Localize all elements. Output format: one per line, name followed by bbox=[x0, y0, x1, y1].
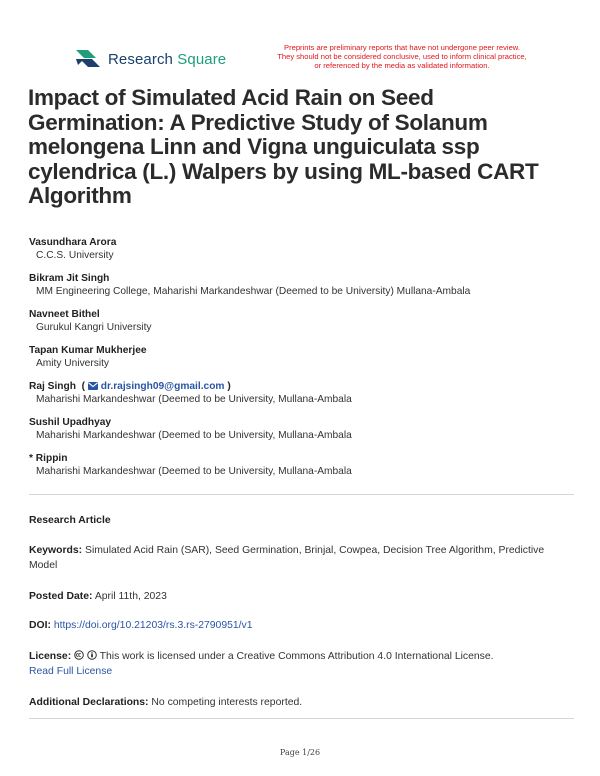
posted-date-label: Posted Date: bbox=[29, 591, 93, 602]
envelope-icon bbox=[88, 382, 98, 390]
notice-line: They should not be considered conclusive, used to inform clinical practice, bbox=[277, 52, 527, 61]
author-name: Navneet Bithel bbox=[29, 309, 100, 320]
author-affiliation: Maharishi Markandeshwar (Deemed to be University, Mullana-Ambala bbox=[36, 430, 352, 441]
author-entry bbox=[29, 272, 574, 308]
author-entry bbox=[29, 236, 574, 272]
license-text: This work is licensed under a Creative Commons Attribution 4.0 International License. bbox=[99, 651, 494, 662]
section-divider bbox=[29, 494, 574, 495]
author-entry bbox=[29, 380, 574, 416]
author-entry bbox=[29, 344, 574, 380]
brand-name: Research Square bbox=[108, 50, 227, 68]
author-email-link[interactable]: dr.rajsingh09@gmail.com bbox=[100, 381, 225, 392]
author-entry bbox=[29, 308, 574, 344]
keywords bbox=[29, 543, 574, 573]
author-list bbox=[29, 236, 574, 488]
author-name: Vasundhara Arora bbox=[29, 237, 117, 248]
email-close-paren: ) bbox=[227, 381, 231, 392]
keywords-label: Keywords: bbox=[29, 545, 83, 556]
research-square-logo[interactable] bbox=[74, 46, 226, 72]
author-affiliation: Gurukul Kangri University bbox=[36, 322, 152, 333]
keywords-value: Simulated Acid Rain (SAR), Seed Germination, Brinjal, Cowpea, Decision Tree Algorithm, Predictive Model bbox=[29, 545, 545, 571]
additional-declarations bbox=[29, 695, 574, 710]
author-affiliation: C.C.S. University bbox=[36, 250, 114, 261]
author-entry bbox=[29, 452, 574, 488]
license bbox=[29, 649, 574, 679]
attribution-icon bbox=[87, 650, 97, 660]
read-full-license-link[interactable]: Read Full License bbox=[29, 666, 113, 677]
posted-date bbox=[29, 589, 574, 604]
author-name: * Rippin bbox=[29, 453, 68, 464]
author-name: Raj Singh bbox=[29, 381, 76, 392]
article-type: Research Article bbox=[29, 515, 111, 526]
author-name: Tapan Kumar Mukherjee bbox=[29, 345, 147, 356]
author-name: Sushil Upadhyay bbox=[29, 417, 112, 428]
doi-link[interactable]: https://doi.org/10.21203/rs.3.rs-2790951/v1 bbox=[53, 620, 253, 631]
doi-label: DOI: bbox=[29, 620, 51, 631]
author-affiliation: Maharishi Markandeshwar (Deemed to be University, Mullana-Ambala bbox=[36, 466, 352, 477]
author-affiliation: Amity University bbox=[36, 358, 110, 369]
author-name-with-email bbox=[29, 380, 574, 393]
posted-date-value: April 11th, 2023 bbox=[94, 591, 167, 602]
declarations-label: Additional Declarations: bbox=[29, 697, 149, 708]
section-divider bbox=[29, 718, 574, 719]
author-affiliation: MM Engineering College, Maharishi Markandeshwar (Deemed to be University) Mullana-Ambala bbox=[36, 286, 471, 297]
paper-title: Impact of Simulated Acid Rain on Seed Germination: A Predictive Study of Solanum melongena Linn and Vigna unguiculata ssp cylendrica (L.) Walpers by using ML-based CART Algorithm bbox=[28, 85, 539, 208]
license-label: License: bbox=[29, 651, 72, 662]
doi bbox=[29, 618, 574, 633]
author-affiliation: Maharishi Markandeshwar (Deemed to be University, Mullana-Ambala bbox=[36, 394, 352, 405]
research-square-logo-icon bbox=[74, 46, 102, 72]
notice-line: Preprints are preliminary reports that have not undergone peer review. bbox=[284, 43, 520, 52]
creative-commons-icon bbox=[74, 650, 84, 660]
page-number: Page 1/26 bbox=[279, 748, 321, 757]
email-open-paren: ( bbox=[78, 381, 86, 392]
declarations-value: No competing interests reported. bbox=[151, 697, 303, 708]
notice-line: or referenced by the media as validated information. bbox=[314, 61, 490, 70]
author-entry bbox=[29, 416, 574, 452]
author-name: Bikram Jit Singh bbox=[29, 273, 110, 284]
preprint-notice bbox=[262, 43, 542, 70]
